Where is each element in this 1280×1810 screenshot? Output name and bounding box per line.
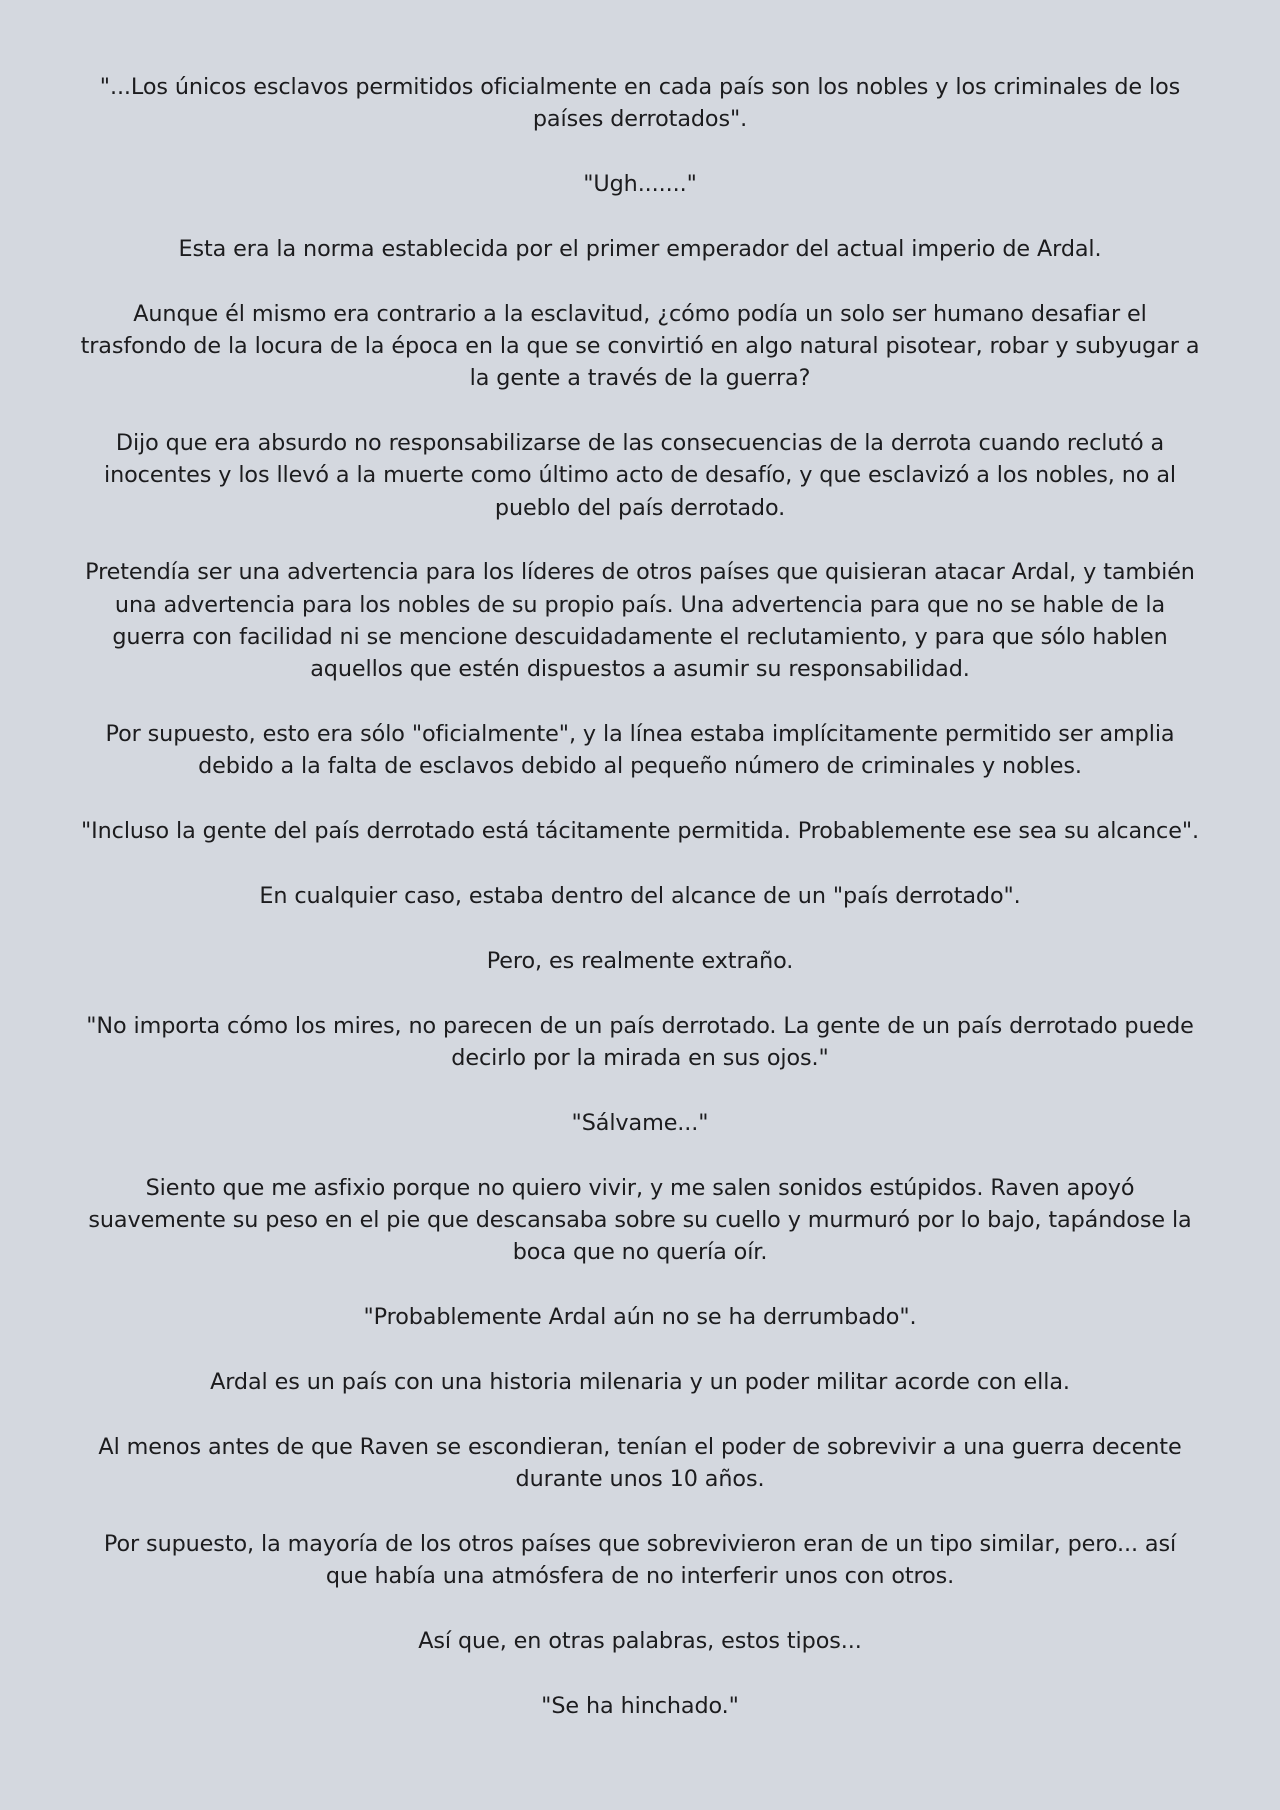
paragraph: Siento que me asfixio porque no quiero vivir, y me salen sonidos estúpidos. Raven apoyó suavemente su peso en el pie que descansaba sobre su cuello y murmuró por lo bajo, tapándose la boca que no quería oír. [88, 1174, 1192, 1266]
paragraph: "Incluso la gente del país derrotado está tácitamente permitida. Probablemente ese sea su alcance". [81, 818, 1199, 845]
paragraph: "Se ha hinchado." [541, 1692, 739, 1719]
paragraph: "...Los únicos esclavos permitidos oficialmente en cada país son los nobles y los criminales de los países derrotados". [99, 74, 1181, 133]
paragraph: Aunque él mismo era contrario a la esclavitud, ¿cómo podía un solo ser humano desafiar el trasfondo de la locura de la época en la que se convirtió en algo natural pisotear, robar y subyugar a la gente a través de la guerra? [80, 300, 1200, 392]
paragraph: "Ugh......." [583, 171, 697, 198]
paragraph: Así que, en otras palabras, estos tipos... [418, 1627, 862, 1654]
paragraph: Por supuesto, la mayoría de los otros países que sobrevivieron eran de un tipo similar, pero... así que había una atmósfera de no interferir unos con otros. [103, 1530, 1177, 1589]
paragraph: Pero, es realmente extraño. [486, 947, 794, 974]
paragraph: Pretendía ser una advertencia para los líderes de otros países que quisieran atacar Ardal, y también una advertencia para los nobles de su propio país. Una advertencia para que no se hable de la guerra con facilidad ni se mencione descuidadamente el reclutamiento, y para que sólo hablen aquellos que estén dispuestos a asumir su responsabilidad. [85, 559, 1195, 683]
paragraph: Dijo que era absurdo no responsabilizarse de las consecuencias de la derrota cuando reclutó a inocentes y los llevó a la muerte como último acto de desafío, y que esclavizó a los nobles, no al pueblo del país derrotado. [104, 430, 1176, 521]
paragraph: Al menos antes de que Raven se escondieran, tenían el poder de sobrevivir a una guerra decente durante unos 10 años. [98, 1433, 1182, 1492]
paragraph: En cualquier caso, estaba dentro del alcance de un "país derrotado". [259, 883, 1021, 910]
paragraph: "Sálvame..." [571, 1109, 709, 1136]
paragraph: Esta era la norma establecida por el primer emperador del actual imperio de Ardal. [178, 235, 1102, 262]
paragraph: Ardal es un país con una historia milenaria y un poder militar acorde con ella. [210, 1368, 1070, 1395]
paragraph: Por supuesto, esto era sólo "oficialmente", y la línea estaba implícitamente permitido ser amplia debido a la falta de esclavos debido al pequeño número de criminales y nobles. [105, 721, 1175, 780]
paragraph: "No importa cómo los mires, no parecen de un país derrotado. La gente de un país derrotado puede decirlo por la mirada en sus ojos." [86, 1012, 1194, 1071]
paragraph: "Probablemente Ardal aún no se ha derrumbado". [363, 1303, 917, 1330]
